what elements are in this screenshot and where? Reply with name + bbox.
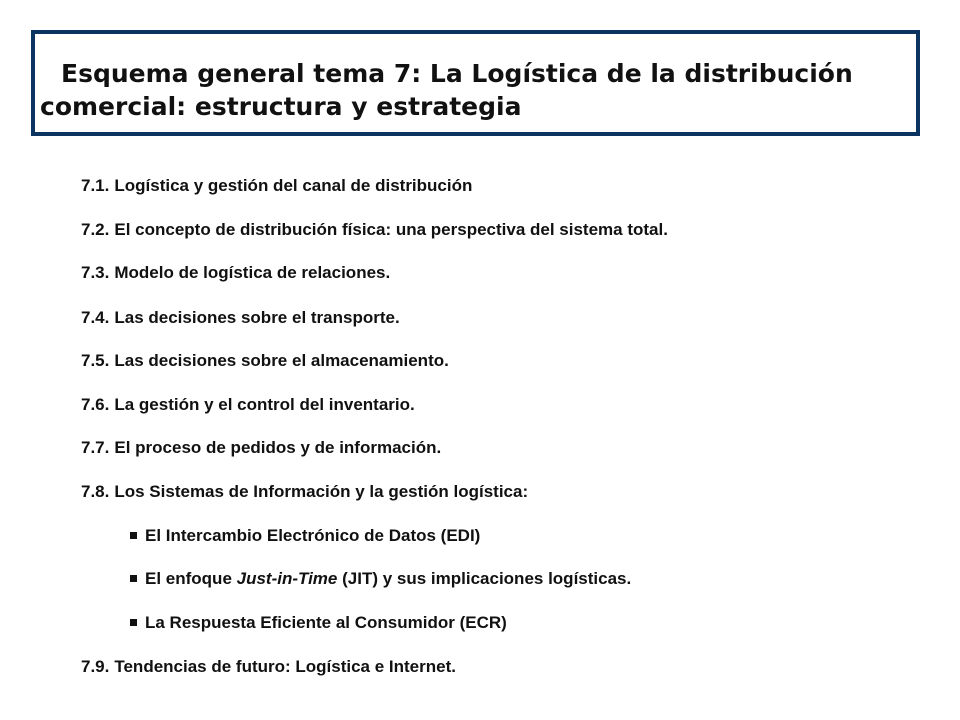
item-number: 7.4. bbox=[81, 308, 110, 327]
sub-item-text-italic: Just-in-Time bbox=[236, 569, 338, 588]
item-text: El proceso de pedidos y de información. bbox=[114, 438, 442, 457]
sub-item-text: El Intercambio Electrónico de Datos (EDI) bbox=[145, 526, 481, 545]
item-text: Las decisiones sobre el transporte. bbox=[114, 308, 400, 327]
item-number: 7.2. bbox=[81, 220, 110, 239]
item-number: 7.6. bbox=[81, 395, 110, 414]
outline-item-7-5 bbox=[81, 352, 449, 369]
item-text: El concepto de distribución física: una perspectiva del sistema total. bbox=[114, 220, 668, 239]
item-number: 7.5. bbox=[81, 351, 110, 370]
outline-item-7-3 bbox=[81, 264, 390, 281]
item-text: La gestión y el control del inventario. bbox=[114, 395, 415, 414]
item-number: 7.9. bbox=[81, 657, 110, 676]
title-line-2: comercial: estructura y estrategia bbox=[40, 92, 522, 121]
item-text: Las decisiones sobre el almacenamiento. bbox=[114, 351, 449, 370]
item-text: Logística y gestión del canal de distribución bbox=[114, 176, 473, 195]
outline-item-7-9 bbox=[81, 658, 456, 675]
outline-item-7-6 bbox=[81, 396, 415, 413]
outline-item-7-1 bbox=[81, 177, 472, 194]
item-number: 7.7. bbox=[81, 438, 110, 457]
sub-item-ecr bbox=[130, 614, 507, 631]
sub-item-jit bbox=[130, 570, 631, 587]
sub-item-text-before: El enfoque bbox=[145, 569, 237, 588]
item-text: Los Sistemas de Información y la gestión logística: bbox=[114, 482, 529, 501]
outline-item-7-7 bbox=[81, 439, 441, 456]
sub-item-edi bbox=[130, 527, 480, 544]
square-bullet-icon bbox=[130, 619, 137, 626]
sub-item-text: La Respuesta Eficiente al Consumidor (ECR) bbox=[145, 613, 507, 632]
item-text: Modelo de logística de relaciones. bbox=[114, 263, 391, 282]
outline-item-7-8 bbox=[81, 483, 528, 500]
square-bullet-icon bbox=[130, 532, 137, 539]
item-text: Tendencias de futuro: Logística e Internet. bbox=[114, 657, 456, 676]
item-number: 7.8. bbox=[81, 482, 110, 501]
outline-item-7-2 bbox=[81, 221, 668, 238]
title-line-1: Esquema general tema 7: La Logística de la distribución bbox=[61, 59, 853, 88]
outline-item-7-4 bbox=[81, 309, 400, 326]
square-bullet-icon bbox=[130, 575, 137, 582]
item-number: 7.1. bbox=[81, 176, 110, 195]
item-number: 7.3. bbox=[81, 263, 110, 282]
sub-item-text-after: (JIT) y sus implicaciones logísticas. bbox=[337, 569, 632, 588]
